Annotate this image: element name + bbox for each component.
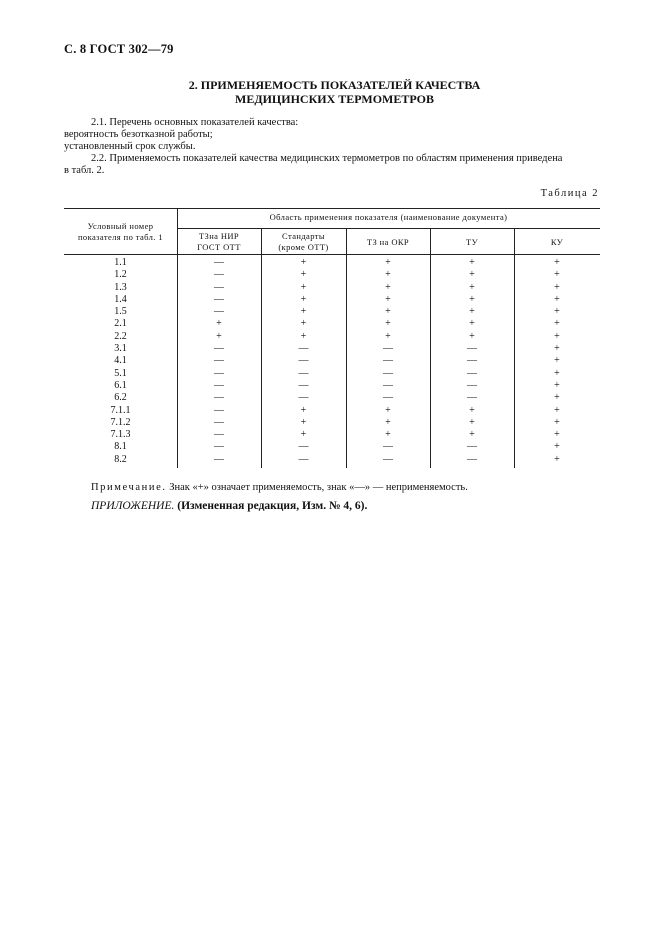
table-cell: — — [383, 392, 393, 404]
table-cell: + — [385, 429, 391, 441]
table-row-id: 1.5 — [114, 306, 127, 318]
paragraph-2-2-line-2: в табл. 2. — [64, 165, 105, 176]
appendix-text: (Измененная редакция, Изм. № 4, 6). — [177, 500, 368, 512]
table-cell: + — [300, 416, 307, 428]
table-cell: + — [300, 306, 307, 318]
table-cell: + — [554, 404, 560, 416]
table-cell: — — [467, 355, 477, 367]
table-cell: + — [385, 330, 391, 342]
table-cell: + — [300, 404, 307, 416]
table-cell: — — [214, 404, 224, 416]
table-cell: + — [385, 281, 391, 293]
table-cell: + — [216, 330, 222, 342]
table-cell: — — [467, 367, 477, 379]
table-cell: — — [298, 343, 309, 355]
table-cell: + — [554, 416, 560, 428]
note-label: Примечание. — [91, 482, 167, 493]
table-cell: + — [554, 379, 560, 391]
table-cell: + — [554, 367, 560, 379]
table-column-tz-okr — [346, 257, 430, 466]
table-cell: + — [300, 330, 307, 342]
table-cell: — — [214, 416, 224, 428]
table-column-indicator-ids — [64, 257, 177, 466]
table-cell: + — [469, 257, 475, 268]
page-header: С. 8 ГОСТ 302—79 — [64, 42, 174, 56]
table-row-id: 2.1 — [114, 318, 127, 330]
table-cell: — — [467, 379, 477, 391]
table-cell: + — [469, 281, 475, 293]
table-cell: — — [214, 441, 224, 453]
table-cell: + — [385, 416, 391, 428]
table-cell: — — [214, 367, 224, 379]
table-cell: + — [469, 416, 475, 428]
table-group-rule — [177, 228, 600, 229]
table-header-col-1: ТЗна НИР ГОСТ ОТТ — [197, 231, 241, 252]
section-title-line-1: 2. ПРИМЕНЯЕМОСТЬ ПОКАЗАТЕЛЕЙ КАЧЕСТВА — [188, 78, 481, 92]
table-cell: — — [383, 441, 393, 453]
table-cell: — — [214, 379, 224, 391]
table-cell: — — [467, 343, 477, 355]
table-cell: + — [469, 404, 475, 416]
table-cell: + — [469, 330, 475, 342]
table-row-id: 7.1.2 — [110, 416, 131, 428]
table-row-id: 6.2 — [114, 392, 127, 404]
table-cell: + — [385, 269, 391, 281]
note-text: Знак «+» означает применяемость, знак «—» — неприменяемость. — [169, 482, 468, 493]
table-cell: — — [298, 392, 309, 404]
table-cell: + — [385, 404, 391, 416]
table-cell: — — [214, 281, 224, 293]
table-header-bottom-rule — [64, 254, 600, 255]
table-cell: + — [554, 429, 560, 441]
table-row-id: 4.1 — [114, 355, 127, 367]
table-header-indicator-number: Условный номер показателя по табл. 1 — [77, 221, 164, 242]
table-row-id: 6.1 — [114, 379, 127, 391]
table-row-id: 7.1.1 — [110, 404, 131, 416]
table-cell: — — [298, 379, 309, 391]
table-cell: + — [554, 355, 560, 367]
table-header-col-5: КУ — [550, 237, 564, 247]
table-row-id: 1.2 — [114, 269, 127, 281]
table-cell: + — [469, 429, 475, 441]
table-cell: + — [300, 318, 307, 330]
table-cell: — — [467, 453, 477, 465]
table-cell: + — [385, 257, 391, 268]
table-cell: — — [214, 392, 224, 404]
table-header-col-2: Стандарты (кроме ОТТ) — [278, 231, 329, 252]
table-cell: + — [469, 306, 475, 318]
table-header-group: Область применения показателя (наименование документа) — [269, 212, 508, 222]
table-cell: — — [467, 392, 477, 404]
table-cell: — — [214, 453, 224, 465]
table-top-rule — [64, 208, 600, 209]
table-cell: — — [383, 379, 393, 391]
appendix-line — [91, 500, 367, 512]
table-caption: Таблица 2 — [540, 188, 599, 199]
table-cell: — — [383, 453, 393, 465]
table-cell: + — [385, 318, 391, 330]
table-cell: + — [554, 453, 560, 465]
appendix-label: ПРИЛОЖЕНИЕ. — [91, 500, 175, 512]
table-cell: + — [385, 306, 391, 318]
table-row-id: 2.2 — [114, 330, 127, 342]
table-cell: — — [214, 269, 224, 281]
table-cell: + — [300, 281, 307, 293]
table-cell: — — [214, 306, 224, 318]
table-column-standards — [261, 257, 346, 466]
table-cell: — — [383, 343, 393, 355]
table-cell: + — [554, 392, 560, 404]
table-cell: — — [298, 441, 309, 453]
table-row-id: 8.2 — [114, 453, 127, 465]
table-cell: + — [554, 293, 560, 305]
table-2 — [64, 208, 600, 468]
table-cell: — — [214, 293, 224, 305]
table-cell: + — [300, 429, 307, 441]
table-cell: — — [298, 367, 309, 379]
table-cell: — — [383, 367, 393, 379]
table-cell: — — [467, 441, 477, 453]
table-cell: + — [554, 441, 560, 453]
table-cell: + — [300, 293, 307, 305]
table-column-tz-nir — [177, 257, 261, 466]
table-row-id: 1.1 — [114, 257, 127, 268]
table-row-id: 1.3 — [114, 281, 127, 293]
table-note — [91, 482, 468, 493]
table-cell: + — [554, 343, 560, 355]
table-cell: — — [214, 355, 224, 367]
table-cell: + — [554, 269, 560, 281]
table-cell: — — [298, 453, 309, 465]
table-cell: — — [214, 257, 224, 268]
table-column-ku — [514, 257, 600, 466]
table-cell: — — [214, 343, 224, 355]
table-cell: + — [300, 257, 307, 268]
paragraph-2-2-line-1: 2.2. Применяемость показателей качества медицинских термометров по областям применения приведена — [91, 153, 563, 164]
table-cell: + — [469, 269, 475, 281]
table-cell: + — [469, 293, 475, 305]
table-cell: + — [216, 318, 222, 330]
table-column-tu — [430, 257, 514, 466]
table-cell: — — [298, 355, 309, 367]
table-row-id: 3.1 — [114, 343, 127, 355]
table-cell: + — [554, 257, 560, 268]
table-cell: — — [383, 355, 393, 367]
table-cell: + — [300, 269, 307, 281]
paragraph-2-1-item-1: вероятность безотказной работы; — [64, 129, 213, 140]
table-row-id: 7.1.3 — [110, 429, 131, 441]
paragraph-2-1: 2.1. Перечень основных показателей качества: — [91, 117, 299, 128]
table-cell: + — [554, 318, 560, 330]
table-header-col-3: ТЗ на ОКР — [366, 237, 410, 247]
table-cell: — — [214, 429, 224, 441]
paragraph-2-1-item-2: установленный срок службы. — [64, 141, 196, 152]
table-cell: + — [385, 293, 391, 305]
table-row-id: 1.4 — [114, 293, 127, 305]
table-row-id: 8.1 — [114, 441, 127, 453]
section-title-line-2: МЕДИЦИНСКИХ ТЕРМОМЕТРОВ — [235, 92, 434, 106]
table-row-id: 5.1 — [114, 367, 127, 379]
table-cell: + — [554, 330, 560, 342]
table-cell: + — [554, 306, 560, 318]
table-header-col-4: ТУ — [465, 237, 478, 247]
table-cell: + — [554, 281, 560, 293]
table-cell: + — [469, 318, 475, 330]
